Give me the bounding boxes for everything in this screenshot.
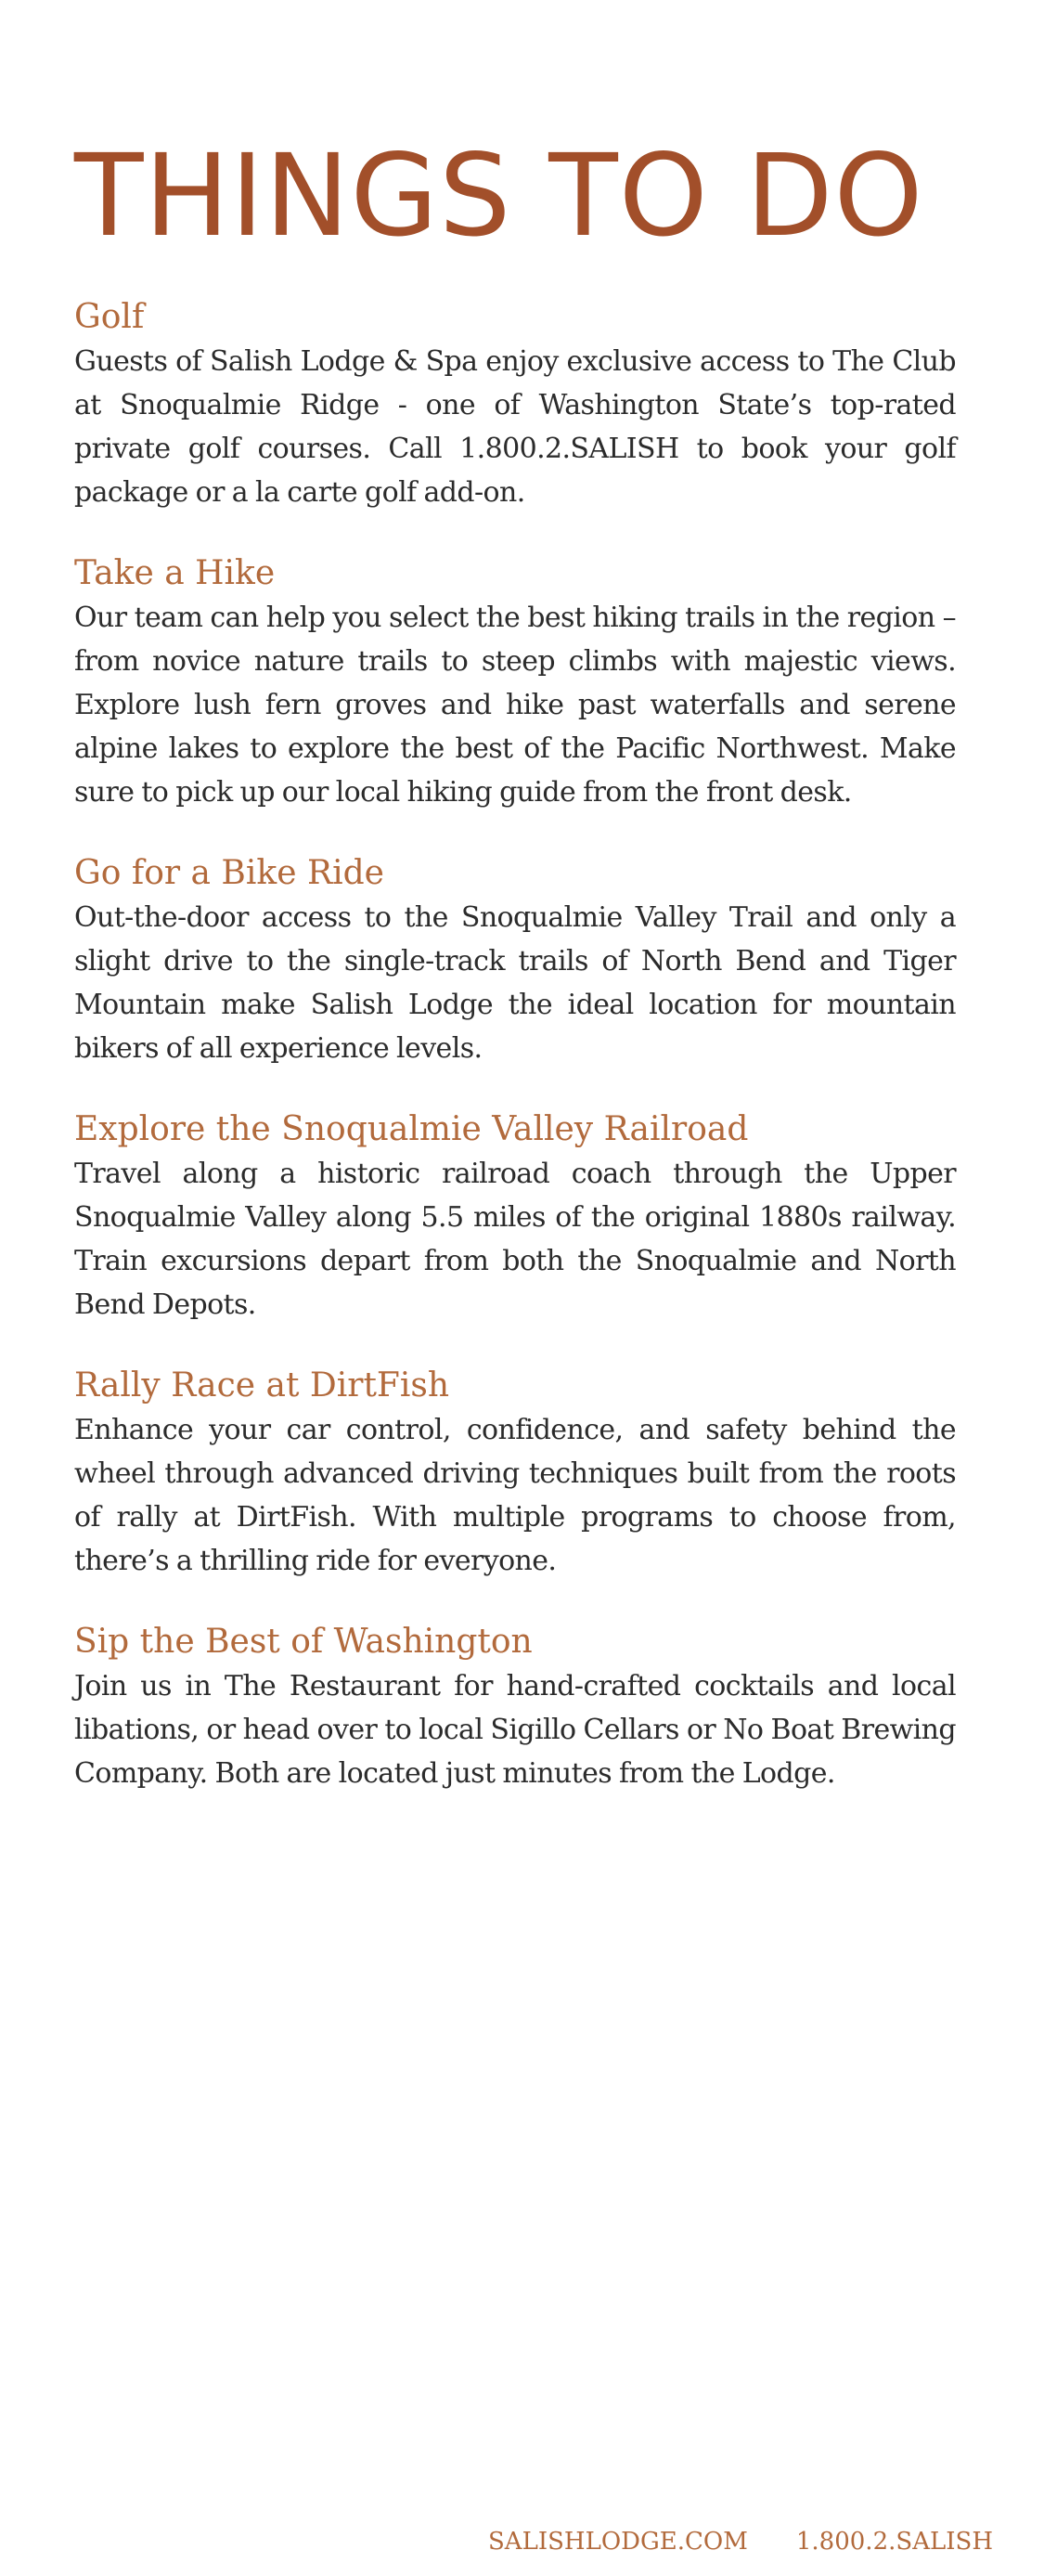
- section-take-a-hike: [74, 551, 956, 814]
- section-body: Enhance your car control, confidence, and safety behind the wheel through advanced driving techniques built from the roots of rally at DirtFish. With multiple programs to choose from, there’s a thrilling ride for everyone.: [74, 1414, 956, 1577]
- section-bike-ride: [74, 851, 956, 1070]
- section-body: Travel along a historic railroad coach through the Upper Snoqualmie Valley along 5.5 miles of the original 1880s railway. Train excursions depart from both the Snoqualmie and North Bend Depots.: [74, 1158, 956, 1321]
- section-sip-washington: [74, 1620, 956, 1795]
- section-heading: Explore the Snoqualmie Valley Railroad: [74, 1110, 749, 1148]
- section-heading: Sip the Best of Washington: [74, 1623, 533, 1661]
- section-heading: Rally Race at DirtFish: [74, 1366, 450, 1405]
- footer-website: SALISHLODGE.COM: [487, 2528, 748, 2556]
- section-body: Join us in The Restaurant for hand-crafted cocktails and local libations, or head over to local Sigillo Cellars or No Boat Brewing Company. Both are located just minutes from the Lodge.: [74, 1670, 956, 1790]
- section-body: Guests of Salish Lodge & Spa enjoy exclusive access to The Club at Snoqualmie Ridge - one of Washington State’s top-rated private golf courses. Call 1.800.2.SALISH to book your golf package or a la carte golf add-on.: [74, 345, 956, 509]
- section-body: Our team can help you select the best hiking trails in the region – from novice nature trails to steep climbs with majestic views. Explore lush fern groves and hike past waterfalls and serene alpine lakes to explore the best of the Pacific Northwest. Make sure to pick up our local hiking guide from the front desk.: [74, 602, 956, 809]
- section-heading: Go for a Bike Ride: [74, 854, 384, 892]
- page-title: THINGS TO DO: [74, 130, 924, 262]
- section-heading: Take a Hike: [74, 554, 276, 592]
- activity-sections: [74, 295, 956, 1832]
- section-body: Out-the-door access to the Snoqualmie Valley Trail and only a slight drive to the single-track trails of North Bend and Tiger Mountain make Salish Lodge the ideal location for mountain bikers of all experience levels.: [74, 901, 956, 1065]
- footer-phone: 1.800.2.SALISH: [795, 2528, 993, 2556]
- section-railroad: [74, 1107, 956, 1327]
- section-rally-race: [74, 1364, 956, 1583]
- footer-contact: [488, 2527, 993, 2557]
- section-golf: [74, 295, 956, 514]
- section-heading: Golf: [74, 298, 145, 336]
